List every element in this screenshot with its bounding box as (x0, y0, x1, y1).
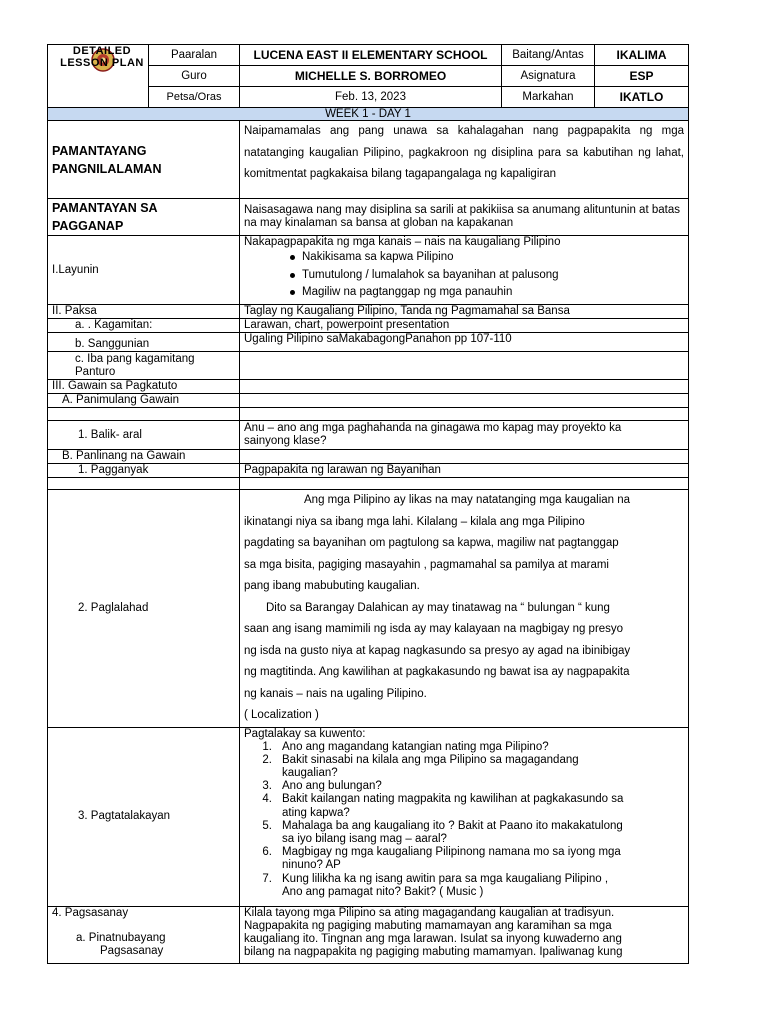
content-standard-label: PAMANTAYANG PANGNILALAMAN (48, 121, 240, 199)
content-standard-text: Naipamamalas ang pang unawa sa kahalagahan nang pagpapakita ng mga natatanging kaugalian Pilipino, pagkakroon ng disiplina para sa kabutihan ng lahat, komitmentat pagkakaisa bilang tagapangalaga ng kapaligiran (240, 121, 689, 199)
question-item: 4. Bakit kailangan nating magpakita ng kawilihan at pagkakasundo sa ating kapwa? (262, 793, 624, 819)
panlinang-empty (240, 450, 689, 464)
subject-label: Asignatura (502, 66, 595, 87)
performance-standard-label: PAMANTAYAN SA PAGGANAP (48, 199, 240, 236)
logo-cell (48, 45, 149, 108)
quarter-label: Markahan (502, 87, 595, 108)
materials-label: a. . Kagamitan: (48, 319, 240, 333)
guided-practice-label: a. Pinatnubayang (76, 931, 166, 944)
panimula-label: A. Panimulang Gawain (48, 394, 240, 408)
objectives-intro: Nakapagpapakita ng mga kanais – nais na kaugaliang Pilipino (244, 236, 561, 248)
reference-text: Ugaling Pilipino saMakabagongPanahon pp 107-110 (240, 333, 689, 352)
lesson-plan-table (47, 44, 689, 964)
reference-label: b. Sanggunian (48, 333, 240, 352)
teacher-name: MICHELLE S. BORROMEO (240, 66, 502, 87)
blank-row-cell (240, 478, 689, 490)
discussion-label: 3. Pagtatalakayan (48, 727, 240, 906)
question-item: 3. Ano ang bulungan? (262, 780, 382, 793)
logo-text: DETAILED LESSON PLAN (60, 45, 144, 69)
school-label: Paaralan (149, 45, 240, 66)
procedure-empty (240, 380, 689, 394)
question-item: 7. Kung lilikha ka ng isang awitin para sa mga kaugaliang Pilipino , Ano ang pamagat nito? Bakit? ( Music ) (262, 872, 609, 898)
blank-row-cell (240, 408, 689, 421)
bullet-icon (290, 290, 295, 295)
presentation-text: Ang mga Pilipino ay likas na may natatanging mga kaugalian na ikinatangi niya sa ibang mga lahi. Kilalang – kilala ang mga Pilipino pagdating sa bayanihan om pagtulong sa kapwa, magiliw nat pagtanggap sa mga bisita, pagiging masayahin , pagmamahal sa pamilya at marami pang ibang mabubuting kaugalian. Dito sa Barangay Dalahican ay may tinatawag na “ bulungan “ kung saan ang isang mamimili ng isda ay may kalayaan na magbigay ng presyo ng isda na gusto niya at kapag nagkasundo sa presyo ay agad na ibinibigay ng magtitinda. Ang kawilihan at pagkakasundo ng bawat isa ay nagpapakita ng kanais – nais na ugaling Pilipino. ( Localization ) (240, 490, 689, 728)
objective-item: Tumutulong / lumalahok sa bayanihan at palusong (302, 267, 684, 285)
performance-standard-text: Naisasagawa nang may disiplina sa sarili at pakikiisa sa anumang alituntunin at batas na may kinalaman sa bansa at globan na kapakanan (240, 199, 689, 236)
week-banner: WEEK 1 - DAY 1 (48, 108, 689, 121)
grade-value: IKALIMA (595, 45, 689, 66)
review-text: Anu – ano ang mga paghahanda na ginagawa mo kapag may proyekto ka sainyong klase? (240, 421, 689, 450)
panlinang-label: B. Panlinang na Gawain (48, 450, 240, 464)
date-label: Petsa/Oras (149, 87, 240, 108)
motivation-label: 1. Pagganyak (48, 464, 240, 478)
teacher-label: Guro (149, 66, 240, 87)
subject-matter-topic: Taglay ng Kaugaliang Pilipino, Tanda ng Pagmamahal sa Bansa (240, 305, 689, 319)
question-item: 6. Magbigay ng mga kaugaliang Pilipinong namana mo sa iyong mga ninuno? AP (262, 846, 621, 872)
other-materials-label: c. Iba pang kagamitang Panturo (48, 352, 240, 380)
procedure-label: III. Gawain sa Pagkatuto (48, 380, 240, 394)
practice-label-cell: 4. Pagsasanay a. Pinatnubayang Pagsasanay (48, 906, 240, 963)
motivation-text: Pagpapakita ng larawan ng Bayanihan (240, 464, 689, 478)
discussion-intro: Pagtalakay sa kuwento: (244, 727, 366, 740)
review-label: 1. Balik- aral (48, 421, 240, 450)
objectives-cell (240, 236, 689, 305)
quarter-value: IKATLO (595, 87, 689, 108)
practice-text: Kilala tayong mga Pilipino sa ating magagandang kaugalian at tradisyun. Nagpapakita ng pagiging mabuting mamamayan ang karamihan sa mga kaugaliang ito. Tingnan ang mga larawan. Isulat sa inyong kuwaderno ang bilang na nagpapakita ng pagiging mabuting mamamyan. Ipaliwanag kung (240, 906, 689, 963)
objective-item: Nakikisama sa kapwa Pilipino (302, 249, 684, 267)
question-item: 1. Ano ang magandang katangian nating mga Pilipino? (262, 740, 549, 753)
blank-row (48, 478, 240, 490)
question-item: 2. Bakit sinasabi na kilala ang mga Pilipino sa magagandang kaugalian? (262, 753, 579, 779)
question-list (244, 741, 684, 899)
panimula-empty (240, 394, 689, 408)
practice-label: 4. Pagsasanay (52, 906, 129, 919)
presentation-label: 2. Paglalahad (48, 490, 240, 728)
subject-matter-label: II. Paksa (48, 305, 240, 319)
blank-row (48, 408, 240, 421)
subject-value: ESP (595, 66, 689, 87)
date-value: Feb. 13, 2023 (240, 87, 502, 108)
question-item: 5. Mahalaga ba ang kaugaliang ito ? Bakit at Paano ito makakatulong sa iyo bilang isang mag – aaral? (262, 819, 623, 845)
lesson-plan-page (47, 44, 688, 964)
discussion-cell (240, 727, 689, 906)
grade-label: Baitang/Antas (502, 45, 595, 66)
other-materials-text (240, 352, 689, 380)
school-name: LUCENA EAST II ELEMENTARY SCHOOL (240, 45, 502, 66)
objectives-label: I.Layunin (48, 236, 240, 305)
bullet-icon (290, 273, 295, 278)
materials-text: Larawan, chart, powerpoint presentation (240, 319, 689, 333)
objective-item: Magiliw na pagtanggap ng mga panauhin (302, 284, 684, 302)
bullet-icon (290, 255, 295, 260)
objectives-list (244, 249, 684, 302)
